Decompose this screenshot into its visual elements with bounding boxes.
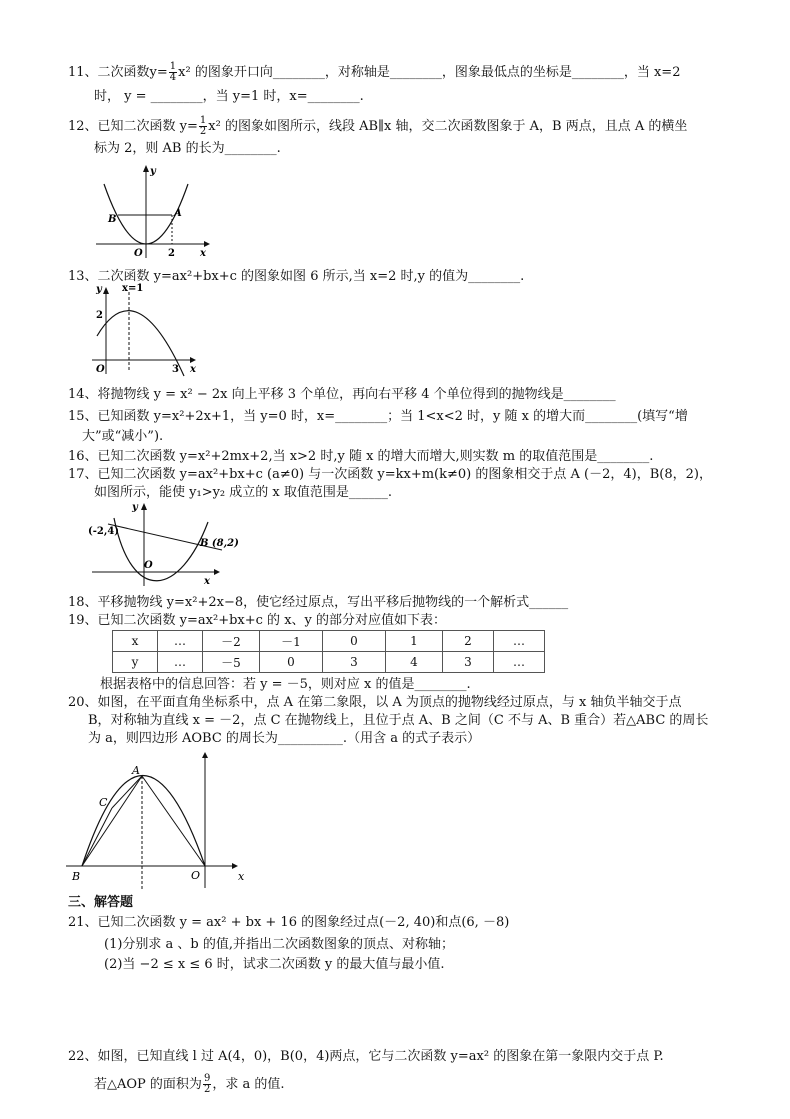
q17-line1: 17、已知二次函数 y=ax²+bx+c (a≠0) 与一次函数 y=kx+m(k≠0) 的图象相交于点 A (－2，4)，B(8，2)，: [68, 467, 712, 482]
q13-label-x: x: [190, 364, 196, 375]
table-cell: …: [494, 652, 545, 673]
q13-label-3: 3: [172, 364, 179, 375]
q11-line2: 时， y = ________，当 y=1 时，x=________.: [94, 89, 364, 104]
table-cell: 3: [443, 652, 494, 673]
q17-label-b: B (8,2): [200, 538, 239, 549]
table-cell: 2: [443, 631, 494, 652]
q17-label-y: y: [132, 502, 138, 513]
q12-line1: 12、已知二次函数 y= $\frac{1}{2}$ x² 的图象如图所示，线段 AB∥x 轴，交二次函数图象于 A，B 两点，且点 A 的横坐: [68, 115, 688, 137]
q19-row-x: [113, 631, 545, 652]
q17-y-arrow: [141, 503, 147, 510]
table-cell: 4: [386, 652, 443, 673]
table-cell: 0: [323, 631, 386, 652]
q12-label-o: O: [134, 248, 143, 259]
q17-label-x: x: [204, 576, 210, 587]
q22-line2: 若△AOP 的面积为 $\frac{9}{2}$ ，求 a 的值.: [94, 1073, 285, 1095]
q12-label-x: x: [200, 248, 206, 259]
q20-parabola: [82, 776, 205, 867]
q13-x-arrow: [190, 357, 196, 363]
q20-label-o: O: [191, 869, 201, 882]
q17-label-o: O: [144, 560, 153, 571]
q13-label-o: O: [96, 364, 105, 375]
q12-line2: 标为 2，则 AB 的长为________.: [94, 141, 281, 156]
q21-part2: (2)当 −2 ≤ x ≤ 6 时，试求二次函数 y 的最大值与最小值.: [104, 957, 445, 972]
q20-line2: B，对称轴为直线 x = －2，点 C 在抛物线上，且位于点 A、B 之间（C 不与 A、B 重合）若△ABC 的周长: [88, 713, 709, 728]
q13-y-arrow: [103, 287, 109, 294]
q13-label-2: 2: [96, 310, 103, 321]
section-title: 三、解答题: [68, 895, 134, 910]
table-cell: －1: [260, 631, 323, 652]
q12-fraction: $\frac{1}{2}$: [199, 115, 207, 137]
q11-fraction: $\frac{1}{4}$: [169, 61, 177, 83]
q19-line2: 根据表格中的信息回答：若 y = －5，则对应 x 的值是________.: [100, 677, 471, 692]
q20-line1: 20、如图，在平面直角坐标系中，点 A 在第二象限，以 A 为顶点的抛物线经过原点，与 x 轴负半轴交于点: [68, 695, 682, 710]
q12-label-2: 2: [168, 248, 175, 259]
table-cell: 1: [386, 631, 443, 652]
q13-parabola: [97, 311, 184, 376]
q17-figure: [88, 500, 239, 590]
q12-x-arrow: [204, 241, 210, 247]
table-cell: x: [113, 631, 158, 652]
q15-line1: 15、已知函数 y=x²+2x+1，当 y=0 时，x=________；当 1<x<2 时，y 随 x 的增大而________(填写“增: [68, 409, 688, 424]
q12-y-arrow: [143, 165, 149, 172]
q12-parabola-figure: [94, 160, 214, 260]
q20-segment-bc: [82, 808, 112, 866]
table-cell: …: [494, 631, 545, 652]
q20-label-b: B: [72, 870, 81, 883]
table-cell: －2: [203, 631, 260, 652]
q16-line1: 16、已知二次函数 y=x²+2mx+2,当 x>2 时,y 随 x 的增大而增大,则实数 m 的取值范围是________.: [68, 449, 654, 464]
q15-line2: 大”或“减小”).: [82, 429, 164, 444]
q20-x-arrow: [232, 863, 238, 869]
q20-segment-ab: [82, 776, 142, 866]
q13-parabola-figure: [88, 284, 203, 379]
q11-line1: 11、二次函数y= $\frac{1}{4}$ x² 的图象开口向________，对称轴是________，图象最低点的坐标是________，当 x=2: [68, 61, 681, 83]
table-cell: …: [158, 652, 203, 673]
q22-line1: 22、如图，已知直线 l 过 A(4，0)，B(0，4)两点，它与二次函数 y=ax² 的图象在第一象限内交于点 P.: [68, 1049, 664, 1064]
q17-parabola: [114, 518, 208, 581]
q18-line1: 18、平移抛物线 y=x²+2x−8，使它经过原点，写出平移后抛物线的一个解析式______: [68, 595, 569, 610]
q21-line1: 21、已知二次函数 y = ax² + bx + 16 的图象经过点(－2, 40)和点(6, －8): [68, 915, 510, 930]
q17-label-a: (-2,4): [88, 526, 120, 537]
q19-row-y: [113, 652, 545, 673]
q13-label-y: y: [96, 284, 102, 295]
q20-figure: [64, 752, 254, 892]
q20-label-x: x: [238, 870, 245, 883]
q20-y-arrow: [202, 752, 208, 758]
q22-fraction: $\frac{9}{2}$: [203, 1073, 211, 1095]
q12-label-b: B: [108, 214, 117, 225]
q20-label-a: A: [132, 764, 140, 777]
table-cell: －5: [203, 652, 260, 673]
q20-segment-ao: [142, 776, 205, 866]
table-cell: …: [158, 631, 203, 652]
q13-line1: 13、二次函数 y=ax²+bx+c 的图象如图 6 所示,当 x=2 时,y 的值为________.: [68, 269, 525, 284]
q12-label-y: y: [150, 166, 156, 177]
q19-value-table: [112, 630, 545, 673]
q20-line3: 为 a，则四边形 AOBC 的周长为__________.（用含 a 的式子表示）: [88, 731, 481, 746]
q17-x-arrow: [214, 569, 220, 575]
q19-line1: 19、已知二次函数 y=ax²+bx+c 的 x、y 的部分对应值如下表：: [68, 613, 446, 628]
q20-label-c: C: [99, 796, 108, 809]
table-cell: y: [113, 652, 158, 673]
table-cell: 3: [323, 652, 386, 673]
q17-line2: 如图所示，能使 y₁>y₂ 成立的 x 取值范围是______.: [94, 485, 392, 500]
q21-part1: (1)分别求 a 、b 的值,并指出二次函数图象的顶点、对称轴；: [104, 937, 455, 952]
q12-label-a: A: [174, 208, 182, 219]
table-cell: 0: [260, 652, 323, 673]
q14-line1: 14、将抛物线 y = x² − 2x 向上平移 3 个单位，再向右平移 4 个单位得到的抛物线是________: [68, 387, 616, 402]
q13-label-axis: x=1: [122, 283, 144, 294]
